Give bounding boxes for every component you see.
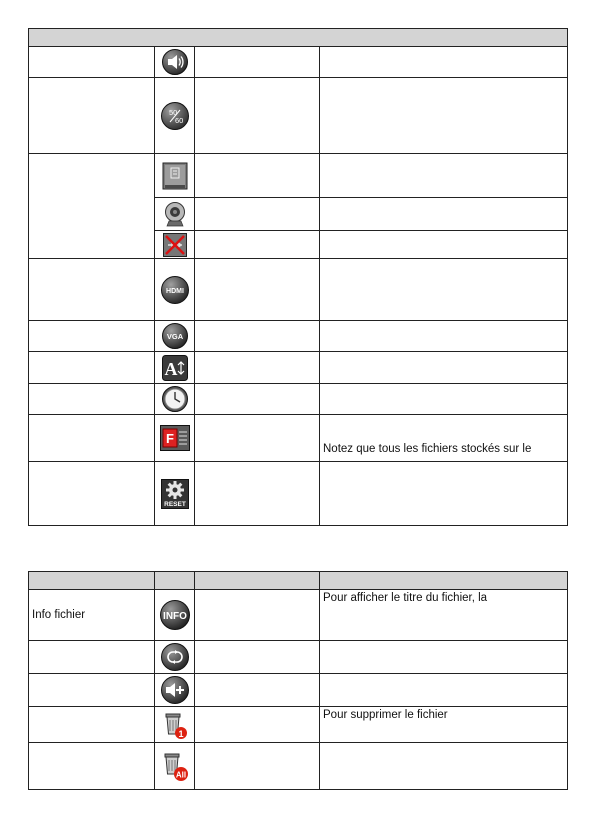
row-label [195, 462, 320, 526]
row-icon-cell [155, 707, 195, 743]
row-icon-cell [155, 231, 195, 259]
info-icon-text: INFO [162, 611, 187, 622]
row-name [29, 259, 155, 321]
row-label [195, 384, 320, 415]
row-icon-cell [155, 462, 195, 526]
table-row [29, 47, 568, 78]
vga-icon-text: VGA [166, 332, 183, 341]
row-icon-cell [155, 743, 195, 790]
row-name [29, 47, 155, 78]
row-description [320, 154, 568, 198]
reset-gear-icon [161, 479, 189, 509]
row-description [320, 674, 568, 707]
delete-one-icon [160, 710, 190, 740]
row-label [195, 259, 320, 321]
usb-disconnected-icon [163, 233, 187, 257]
row-label [195, 154, 320, 198]
row-description [320, 352, 568, 384]
table-row [29, 259, 568, 321]
row-description [320, 462, 568, 526]
row-description [320, 198, 568, 231]
file-actions-table [28, 571, 568, 790]
reset-icon-text: RESET [163, 500, 186, 508]
webcam-icon [163, 201, 187, 227]
row-label [195, 590, 320, 641]
row-label [195, 352, 320, 384]
table-row [29, 321, 568, 352]
hdmi-icon [161, 276, 189, 304]
table-row [29, 352, 568, 384]
delete-all-icon [159, 750, 191, 782]
table-row [29, 154, 568, 198]
row-description: Pour afficher le titre du fichier, la [320, 590, 568, 641]
table-row [29, 462, 568, 526]
row-name [29, 321, 155, 352]
speaker-icon [162, 49, 188, 75]
row-label [195, 78, 320, 154]
row-name: Info fichier [29, 590, 155, 641]
row-description [320, 231, 568, 259]
info-icon [160, 600, 190, 630]
table-header-bar [29, 29, 568, 47]
volume-up-icon [161, 676, 189, 704]
row-name [29, 154, 155, 259]
table-row [29, 641, 568, 674]
refresh-rate-50-60-icon [161, 102, 189, 130]
hdmi-icon-text: HDMI [165, 287, 184, 295]
row-name [29, 743, 155, 790]
row-description [320, 259, 568, 321]
row-icon-cell [155, 78, 195, 154]
row-description [320, 743, 568, 790]
row-label [195, 641, 320, 674]
row-description: Pour supprimer le fichier [320, 707, 568, 743]
row-name [29, 352, 155, 384]
font-size-icon [162, 355, 188, 381]
row-description: Notez que tous les fichiers stockés sur le [320, 415, 568, 462]
row-name [29, 674, 155, 707]
rate-top-text: 50 [168, 107, 177, 117]
row-name [29, 707, 155, 743]
rate-bottom-text: 60 [174, 115, 183, 125]
row-icon-cell [155, 198, 195, 231]
row-icon-cell [155, 154, 195, 198]
format-icon [160, 425, 190, 451]
row-icon-cell [155, 352, 195, 384]
row-icon-cell [155, 384, 195, 415]
row-icon-cell [155, 674, 195, 707]
row-description [320, 641, 568, 674]
table-row [29, 78, 568, 154]
storage-device-icon [162, 162, 188, 190]
vga-icon [162, 323, 188, 349]
repeat-icon [161, 643, 189, 671]
row-name [29, 78, 155, 154]
row-label [195, 707, 320, 743]
row-name [29, 384, 155, 415]
table-header-bar [29, 572, 568, 590]
table-row [29, 384, 568, 415]
row-name [29, 462, 155, 526]
clock-icon [162, 386, 188, 412]
row-icon-cell [155, 47, 195, 78]
row-description [320, 384, 568, 415]
table-row [29, 743, 568, 790]
row-label [195, 47, 320, 78]
row-name [29, 641, 155, 674]
font-icon-text: A [164, 358, 177, 379]
table-row [29, 674, 568, 707]
row-label [195, 743, 320, 790]
row-icon-cell [155, 641, 195, 674]
table-row [29, 707, 568, 743]
settings-table [28, 28, 568, 526]
row-description [320, 321, 568, 352]
row-label [195, 231, 320, 259]
row-description [320, 78, 568, 154]
row-icon-cell [155, 321, 195, 352]
table-row [29, 415, 568, 462]
format-icon-text: F [165, 431, 174, 446]
row-icon-cell [155, 590, 195, 641]
delete-one-icon-text: 1 [177, 728, 184, 739]
row-name [29, 415, 155, 462]
row-label [195, 415, 320, 462]
row-label [195, 198, 320, 231]
row-label [195, 674, 320, 707]
row-icon-cell [155, 415, 195, 462]
delete-all-icon-text: All [175, 770, 186, 780]
row-icon-cell [155, 259, 195, 321]
row-description [320, 47, 568, 78]
row-label [195, 321, 320, 352]
table-row [29, 590, 568, 641]
